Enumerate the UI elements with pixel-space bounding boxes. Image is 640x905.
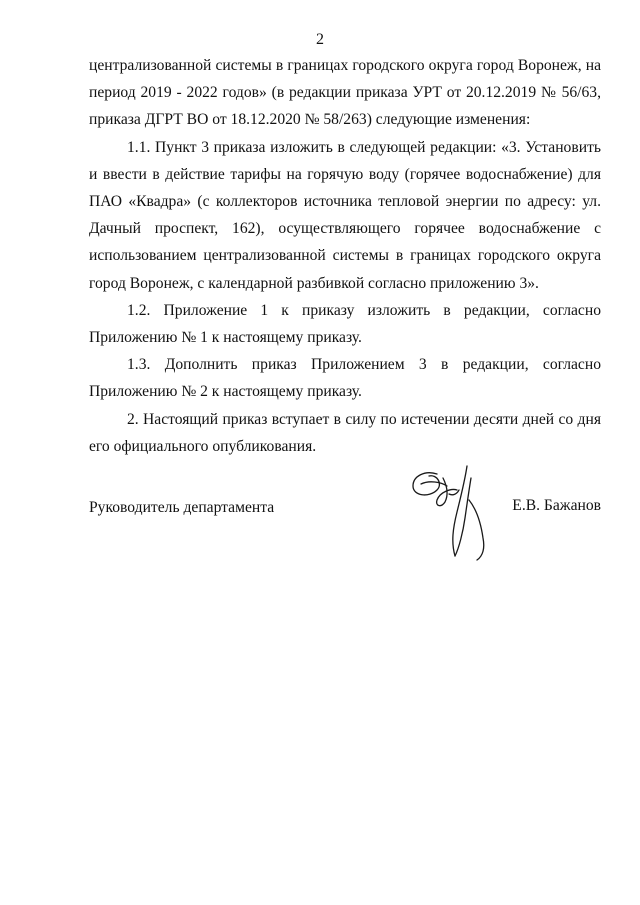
paragraph-item-1-1: 1.1. Пункт 3 приказа изложить в следующей редакции: «3. Установить и ввести в действие тарифы на горячую воду (горячее водоснабжение) для ПАО «Квадра» (с коллекторов источника тепловой энергии по адресу: ул. Дачный проспект, 162), осуществляющего горячее водоснабжение с использованием централизованной системы в границах городского округа город Воронеж, с календарной разбивкой согласно приложению 3». xyxy=(89,138,601,292)
paragraph-item-2: 2. Настоящий приказ вступает в силу по истечении десяти дней со дня его официального опубликования. xyxy=(89,410,601,455)
handwritten-signature xyxy=(407,460,497,565)
paragraph-item-1-2: 1.2. Приложение 1 к приказу изложить в редакции, согласно Приложению № 1 к настоящему приказу. xyxy=(89,301,601,347)
document-body xyxy=(89,52,601,460)
signature-block xyxy=(89,478,601,578)
paragraph-continuation: централизованной системы в границах городского округа город Воронеж, на период 2019 - 2022 годов» (в редакции приказа УРТ от 20.12.2019 № 56/63, приказа ДГРТ ВО от 18.12.2020 № 58/263) следующие изменения: xyxy=(89,57,601,129)
paragraph-item-1-3: 1.3. Дополнить приказ Приложением 3 в редакции, согласно Приложению № 2 к настоящему приказу. xyxy=(89,356,601,401)
page-number: 2 xyxy=(316,31,324,48)
signer-name: Е.В. Бажанов xyxy=(512,497,601,514)
signer-title: Руководитель департамента xyxy=(89,499,275,516)
